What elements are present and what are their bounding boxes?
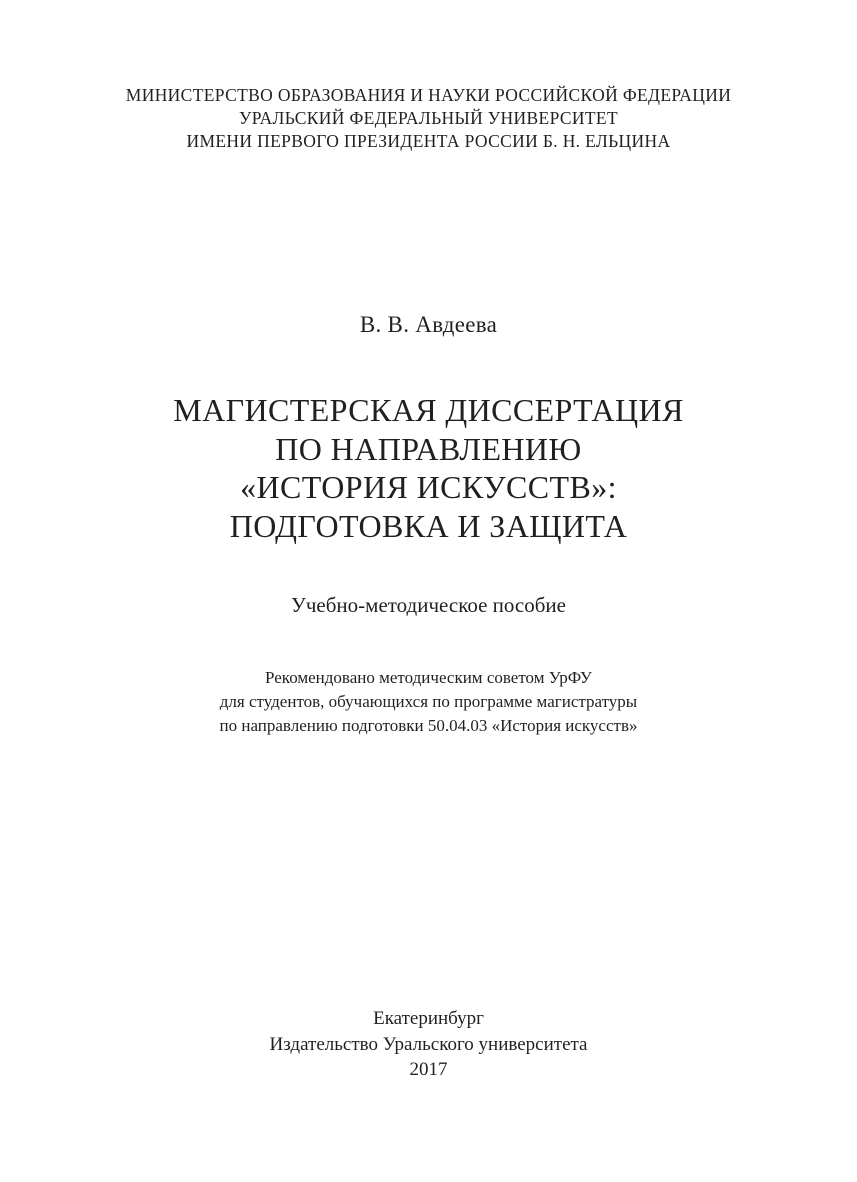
title-line: МАГИСТЕРСКАЯ ДИССЕРТАЦИЯ xyxy=(173,392,684,428)
title-line: ПО НАПРАВЛЕНИЮ xyxy=(275,430,582,467)
institution-header xyxy=(0,84,857,153)
genre-text: Учебно-методическое пособие xyxy=(290,593,566,617)
recommendation-line: для студентов, обучающихся по программе магистратуры xyxy=(219,692,638,711)
author-name: В. В. Авдеева xyxy=(359,312,498,337)
university-line: УРАЛЬСКИЙ ФЕДЕРАЛЬНЫЙ УНИВЕРСИТЕТ xyxy=(238,108,618,128)
title-line: «ИСТОРИЯ ИСКУССТВ»: xyxy=(240,469,617,505)
title-line: ПОДГОТОВКА И ЗАЩИТА xyxy=(229,507,628,544)
recommendation-line: по направлению подготовки 50.04.03 «История искусств» xyxy=(219,716,638,735)
university-name-line: ИМЕНИ ПЕРВОГО ПРЕЗИДЕНТА РОССИИ Б. Н. ЕЛЬЦИНА xyxy=(186,131,671,151)
imprint-publisher: Издательство Уральского университета xyxy=(269,1033,588,1055)
imprint-city: Екатеринбург xyxy=(373,1008,484,1029)
imprint-year: 2017 xyxy=(409,1059,448,1080)
ministry-line: МИНИСТЕРСТВО ОБРАЗОВАНИЯ И НАУКИ РОССИЙСКОЙ ФЕДЕРАЦИИ xyxy=(125,85,732,105)
recommendation xyxy=(0,666,857,738)
imprint xyxy=(0,1006,857,1083)
author xyxy=(0,310,857,340)
book-title xyxy=(0,391,857,545)
recommendation-line: Рекомендовано методическим советом УрФУ xyxy=(265,668,592,687)
publication-genre xyxy=(0,591,857,619)
